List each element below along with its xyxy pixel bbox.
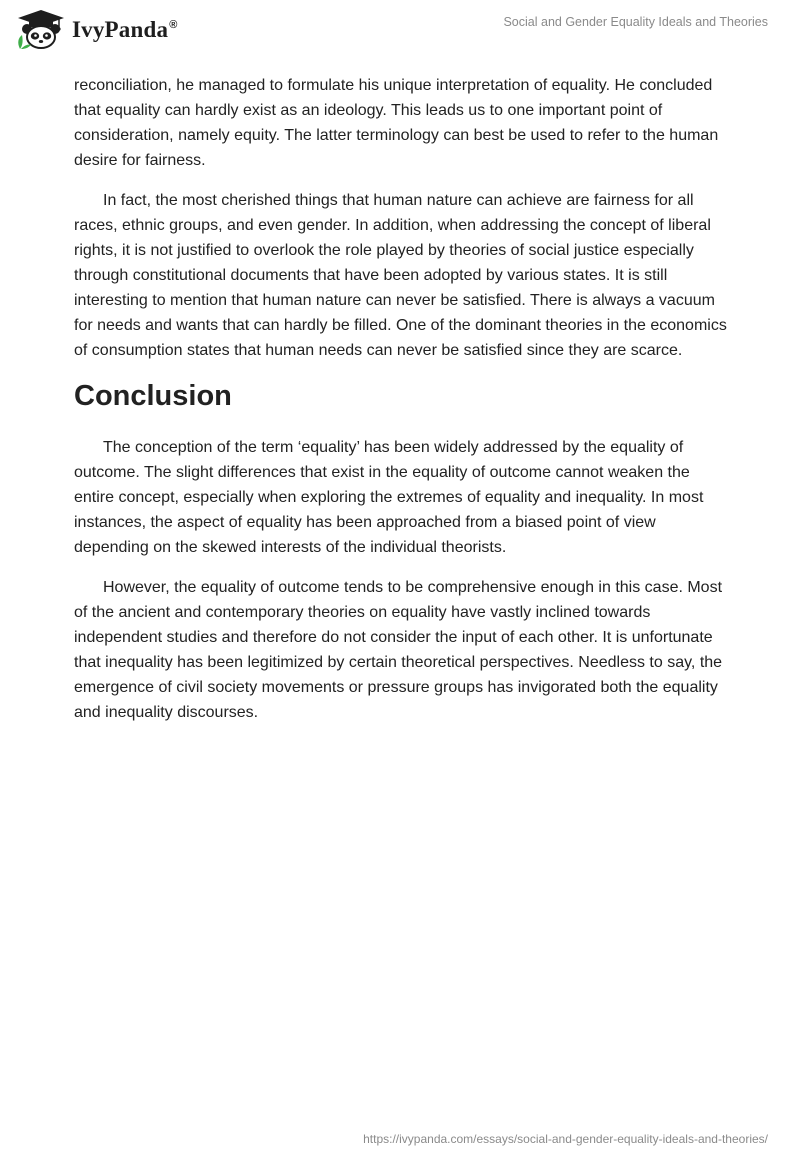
- paragraph-4: However, the equality of outcome tends to be comprehensive enough in this case. Most of the ancient and contemporary theories on equality have vastly inclined towards independent studies and therefore do not consider the input of each other. It is unfortunate that inequality has been legitimized by certain theoretical perspectives. Needless to say, the emergence of civil society movements or pressure groups has invigorated both the equality and inequality discourses.: [74, 579, 723, 721]
- section-heading-conclusion: Conclusion: [74, 380, 232, 412]
- brand-name: IvyPanda®: [72, 17, 178, 42]
- paragraph-3: The conception of the term ‘equality’ has been widely addressed by the equality of outcome. The slight differences that exist in the equality of outcome cannot weaken the entire concept, especially when exploring the extremes of equality and inequality. In most instances, the aspect of equality has been approached from a biased point of view depending on the skewed interests of the individual theorists.: [74, 439, 704, 556]
- page-header: [0, 0, 800, 64]
- essay-content: [74, 73, 734, 740]
- brand-logo[interactable]: [14, 8, 178, 50]
- source-url[interactable]: https://ivypanda.com/essays/social-and-gender-equality-ideals-and-theories/: [363, 1132, 768, 1146]
- paragraph-1: reconciliation, he managed to formulate his unique interpretation of equality. He concluded that equality can hardly exist as an ideology. This leads us to one important point of consideration, namely equity. The latter terminology can best be used to refer to the human desire for fairness.: [74, 77, 719, 169]
- document-title: Social and Gender Equality Ideals and Theories: [503, 15, 768, 29]
- registered-mark: ®: [169, 19, 178, 31]
- panda-graduation-cap-icon: [14, 8, 68, 50]
- paragraph-2: In fact, the most cherished things that human nature can achieve are fairness for all races, ethnic groups, and even gender. In addition, when addressing the concept of liberal rights, it is not justified to overlook the role played by theories of social justice especially through constitutional documents that have been adopted by various states. It is still interesting to mention that human nature can never be satisfied. There is always a vacuum for needs and wants that can hardly be filled. One of the dominant theories in the economics of consumption states that human needs can never be satisfied since they are scarce.: [74, 192, 727, 359]
